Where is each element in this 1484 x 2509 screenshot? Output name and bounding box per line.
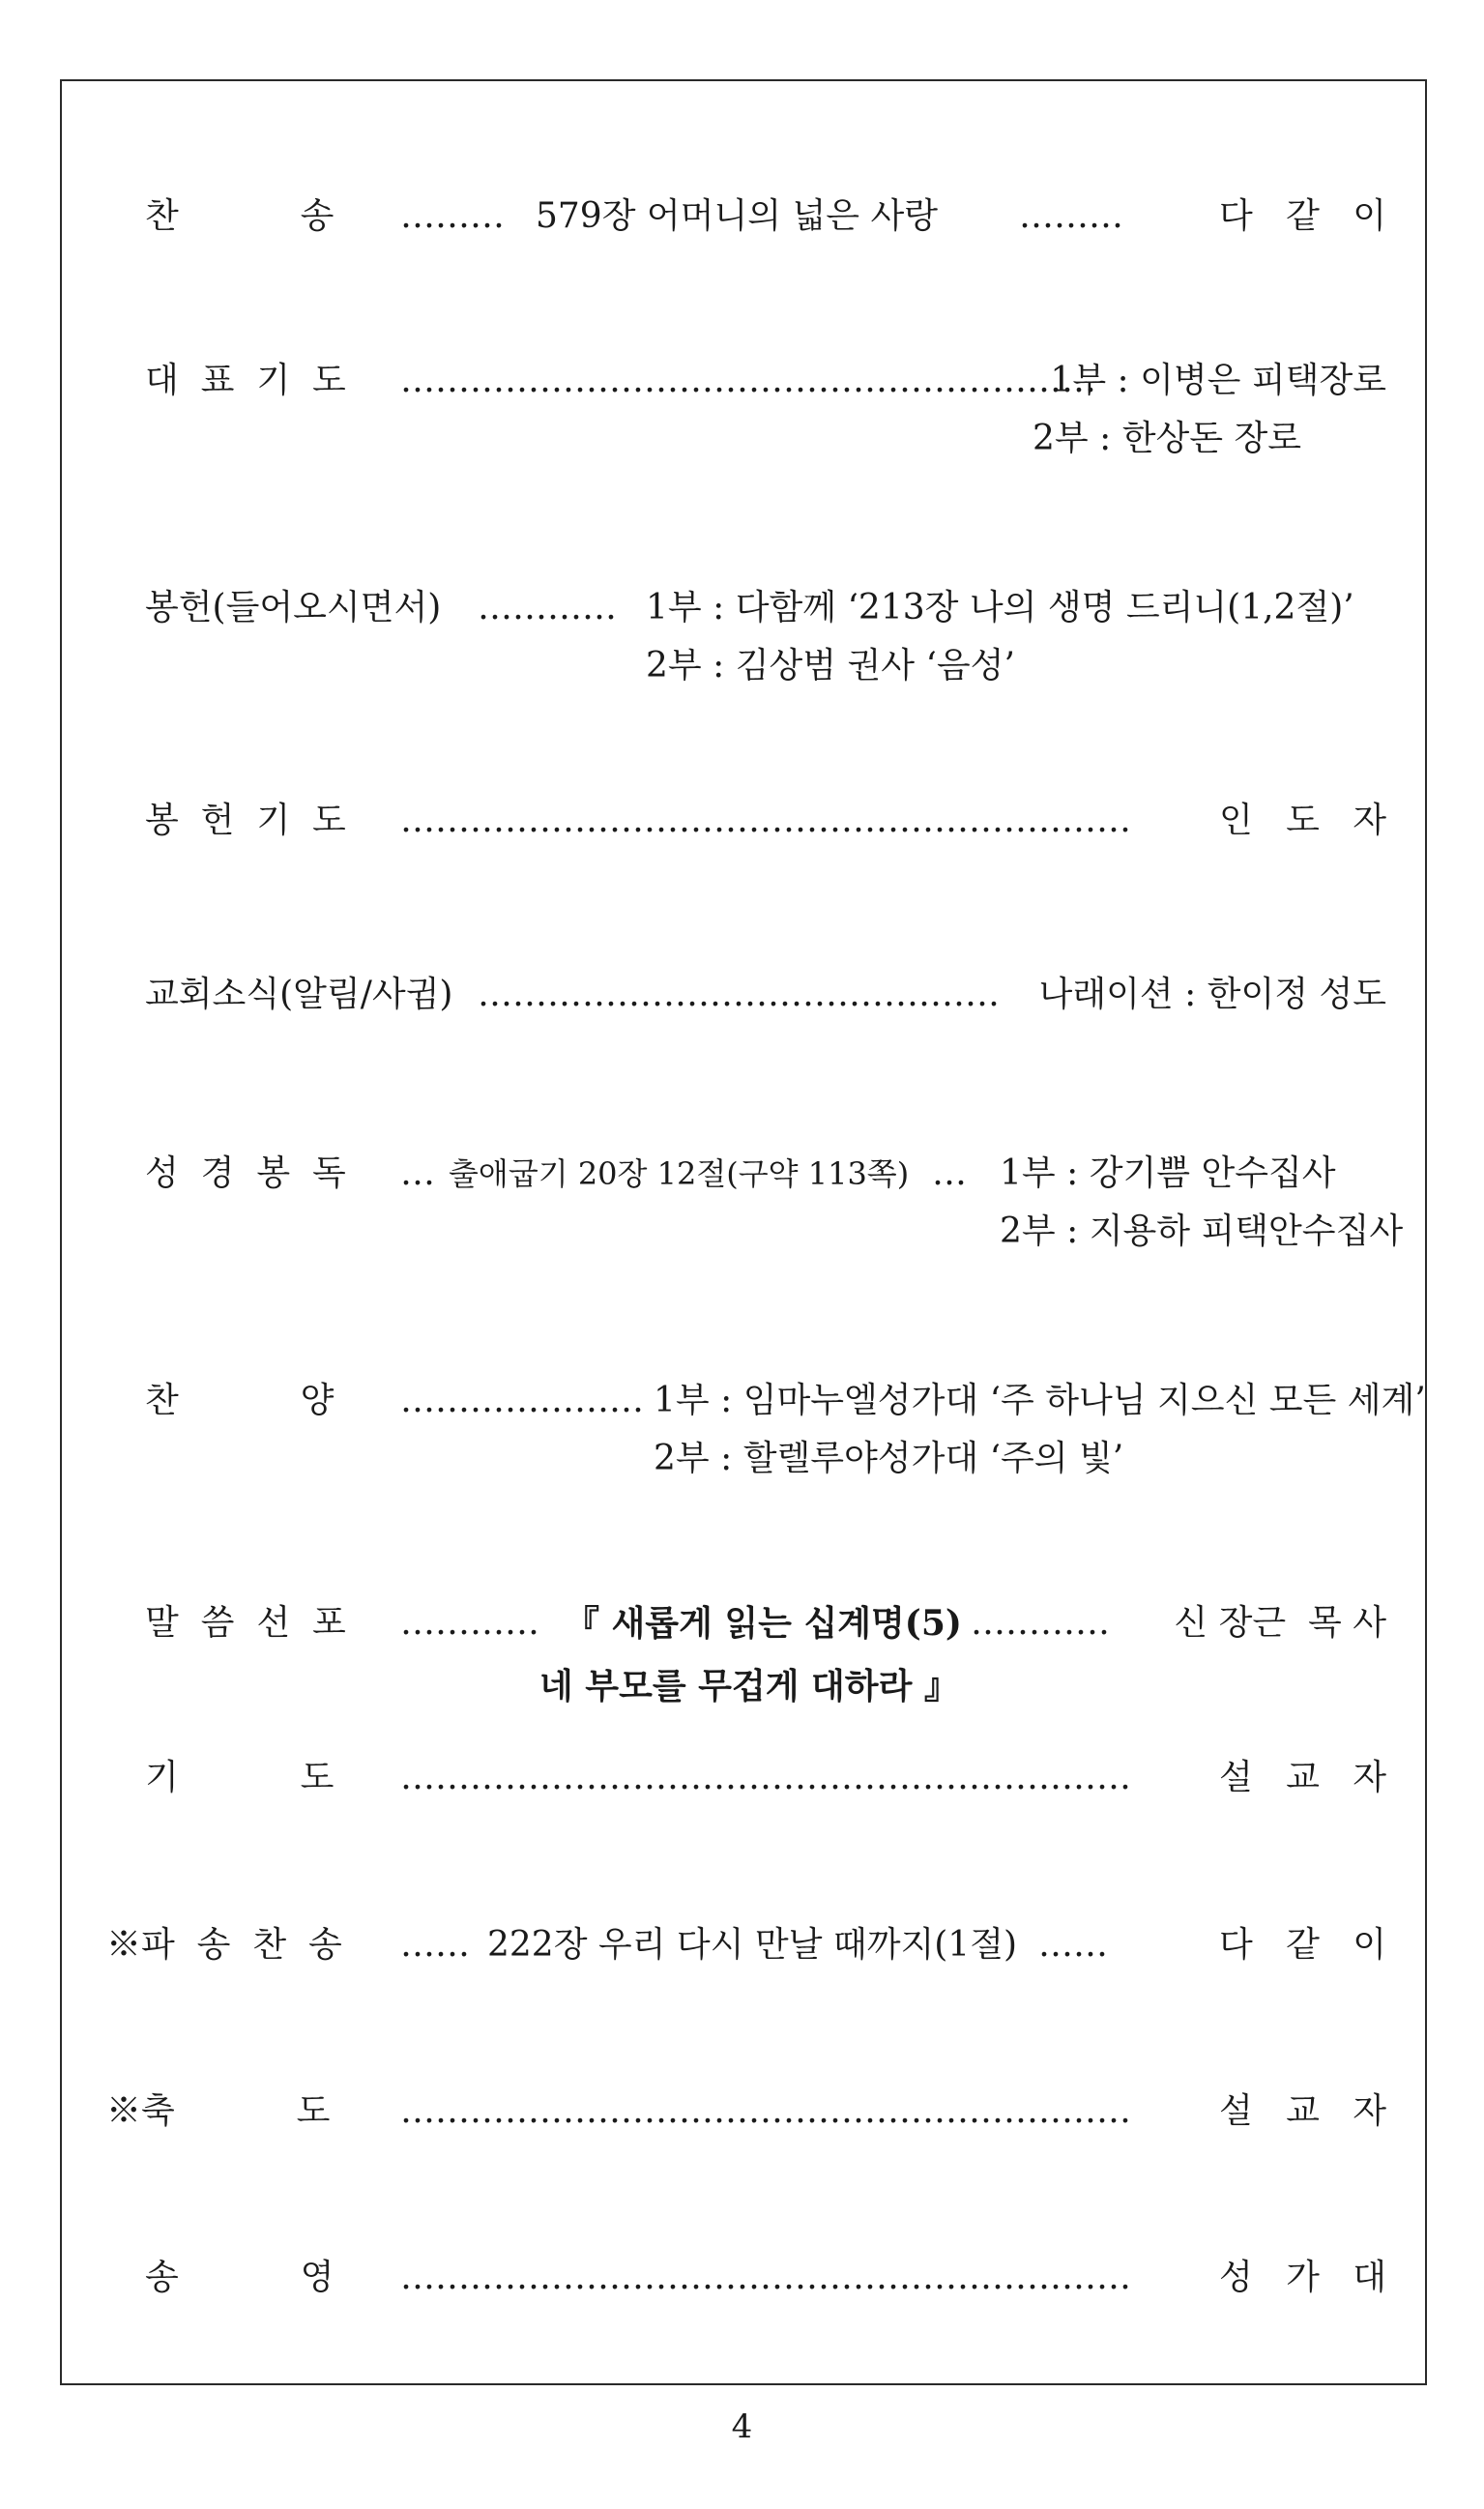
order-row-offering <box>62 569 1425 647</box>
sermon-subtitle: 네 부모를 무겁게 대하라 』 <box>539 1666 959 1707</box>
order-row-opening-hymn <box>62 178 1425 255</box>
order-label: ※축 도 <box>106 2091 331 2131</box>
order-label: 교회소식(알림/사귐) <box>145 975 453 1014</box>
order-label: 대 표 기 도 <box>145 361 346 400</box>
order-label: 성 경 봉 독 <box>145 1153 346 1193</box>
leader-dots: ………… <box>971 1603 1110 1643</box>
order-leader: 다 같 이 <box>1219 196 1386 236</box>
order-label: 말 씀 선 포 <box>145 1603 346 1643</box>
order-leader: 다 같 이 <box>1219 1925 1386 1965</box>
order-leader: 1부 : 이병은 피택장로 <box>1050 361 1386 400</box>
sermon-title: 『 새롭게 읽는 십계명(5) <box>565 1603 962 1644</box>
order-leader: 인 도 자 <box>1219 801 1386 840</box>
order-label: 송 영 <box>145 2258 335 2297</box>
leader-dots: ……………………………………………………… <box>400 1758 1131 1797</box>
order-leader-secondary: 2부 : 지용하 피택안수집사 <box>1000 1211 1404 1251</box>
leader-dots: … <box>400 1153 435 1193</box>
order-row-benediction <box>62 2073 1425 2150</box>
order-row-church-news <box>62 956 1425 1034</box>
order-label: 봉 헌 기 도 <box>145 801 346 840</box>
order-row-scripture-reading <box>62 1135 1425 1212</box>
leader-dots: ………… <box>400 1603 539 1643</box>
order-row-representative-prayer <box>62 342 1425 420</box>
order-row-prayer <box>62 1739 1425 1817</box>
order-leader: 성 가 대 <box>1219 2258 1386 2297</box>
leader-dots: ……… <box>400 196 505 236</box>
order-label: 찬 송 <box>145 196 335 236</box>
leader-dots: ……………………………………………………… <box>400 2258 1131 2297</box>
order-leader: 신 장근 목 사 <box>1174 1603 1386 1643</box>
leader-dots: ……………………………………………………… <box>400 801 1131 840</box>
order-label: 찬 양 <box>145 1381 335 1420</box>
order-leader: 1부 : 임마누엘성가대 ‘주 하나님 지으신 모든 세계’ <box>654 1381 1426 1420</box>
order-leader: 설 교 자 <box>1219 1758 1386 1797</box>
leader-dots: ………… <box>478 588 617 627</box>
order-label: 봉헌(들어오시면서) <box>145 588 442 627</box>
order-label: 기 도 <box>145 1758 335 1797</box>
order-label: ※파 송 찬 송 <box>106 1925 342 1965</box>
leader-dots: …… <box>1038 1925 1108 1965</box>
leader-dots: …… <box>400 1925 470 1965</box>
order-row-choir <box>62 1362 1425 1440</box>
program-frame <box>60 79 1427 2385</box>
order-content: 579장 어머니의 넓은 사랑 <box>536 196 939 236</box>
order-leader-secondary: 2부 : 김상범 권사 ‘음성’ <box>646 646 1015 686</box>
leader-dots: ……………………………………………………… <box>400 2091 1131 2131</box>
order-leader: 설 교 자 <box>1219 2091 1386 2131</box>
order-row-sending-hymn <box>62 1907 1425 1984</box>
page-number: 4 <box>731 2407 753 2446</box>
order-leader-secondary: 2부 : 한상돈 장로 <box>1033 419 1302 458</box>
leader-dots: ………………… <box>400 1381 644 1420</box>
order-content: 출애굽기 20장 12절(구약 113쪽) <box>449 1155 910 1192</box>
order-row-offering-prayer <box>62 782 1425 860</box>
order-leader: 1부 : 다함께 ‘213장 나의 생명 드리니(1,2절)’ <box>646 588 1354 627</box>
order-row-doxology <box>62 2239 1425 2317</box>
leader-dots: …………………………………………………… <box>400 361 1096 400</box>
order-leader: 1부 : 강기쁨 안수집사 <box>1000 1153 1336 1193</box>
leader-dots: ……………………………………… <box>478 975 1000 1014</box>
order-row-sermon <box>62 1585 1425 1662</box>
leader-dots: … <box>932 1153 967 1193</box>
order-content: 222장 우리 다시 만날 때까지(1절) <box>487 1925 1018 1965</box>
order-leader-secondary: 2부 : 할렐루야성가대 ‘주의 빛’ <box>654 1439 1124 1478</box>
order-leader: 나래이션 : 한이정 성도 <box>1038 975 1386 1014</box>
leader-dots: ……… <box>1019 196 1123 236</box>
